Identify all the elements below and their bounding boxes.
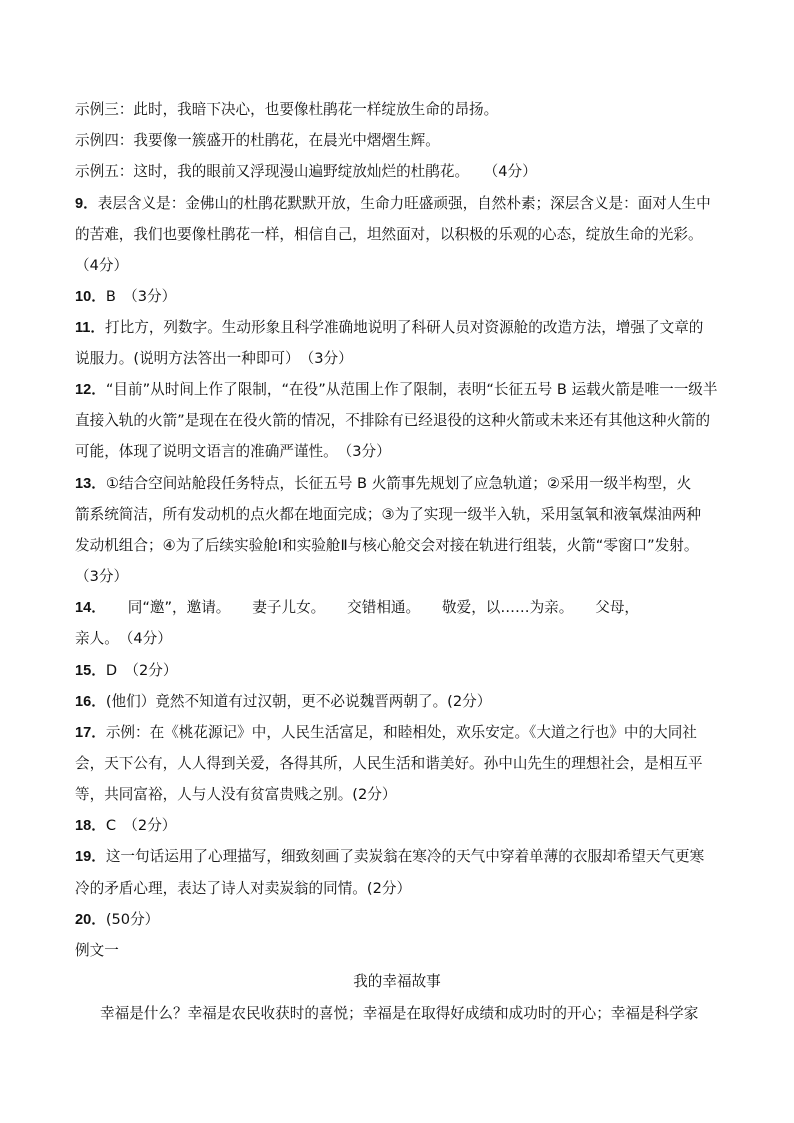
essay-first-line: 幸福是什么？幸福是农民收获时的喜悦；幸福是在取得好成绩和成功时的开心；幸福是科学家 — [100, 1005, 699, 1022]
text-line: 示例四：我要像一簇盛开的杜鹃花，在晨光中熠熠生辉。 — [75, 132, 440, 149]
text-line: 亲人。 （4分） — [75, 630, 172, 647]
text-line: 发动机组合；④为了后续实验舱Ⅰ和实验舱Ⅱ与核心舱交会对接在轨进行组装，火箭“零窗口”发射。 — [75, 537, 699, 554]
text-line: 的苦难，我们也要像杜鹃花一样，相信自己，坦然面对，以积极的乐观的心态，绽放生命的光彩。 — [75, 226, 703, 243]
answer-10: 10．B （3分） — [75, 288, 177, 305]
answer-19: 19．这一句话运用了心理描写，细致刻画了卖炭翁在寒冷的天气中穿着单薄的衣服却希望天气更寒 — [75, 848, 705, 865]
text-line: 会，天下公有，人人得到关爱，各得其所，人民生活和谐美好。孙中山先生的理想社会，是相互平 — [75, 755, 703, 772]
answer-18: 18．C （2分） — [75, 817, 177, 834]
answer-9: 9．表层含义是：金佛山的杜鹃花默默开放，生命力旺盛顽强，自然朴素；深层含义是：面对人生中 — [75, 195, 711, 212]
answer-13: 13．①结合空间站舱段任务特点，长征五号 B 火箭事先规划了应急轨道；②采用一级半构型，火 — [75, 475, 692, 492]
answer-17: 17．示例：在《桃花源记》中，人民生活富足，和睦相处，欢乐安定。《大道之行也》中的大同社 — [75, 724, 697, 741]
text-line: 说服力。(说明方法答出一种即可） （3分） — [75, 350, 353, 367]
text-line: 可能，体现了说明文语言的准确严谨性。 （3分） — [75, 443, 391, 460]
example-label: 例文一 — [75, 942, 119, 959]
essay-title: 我的幸福故事 — [353, 973, 441, 990]
text-line: 等，共同富裕，人与人没有贫富贵贱之别。(2分） — [75, 786, 397, 803]
answer-12: 12．“目前”从时间上作了限制，“在役”从范围上作了限制，表明“长征五号 B 运载火箭是唯一一级半 — [75, 381, 718, 398]
text-line: 示例五：这时，我的眼前又浮现漫山遍野绽放灿烂的杜鹃花。 （4分） — [75, 163, 537, 180]
answer-16: 16．(他们）竟然不知道有过汉朝，更不必说魏晋两朝了。(2分） — [75, 693, 492, 710]
text-line: （4分） — [75, 257, 129, 274]
text-line: 直接入轨的火箭”是现在在役火箭的情况，不排除有已经退役的这种火箭或未来还有其他这种火箭的 — [75, 412, 711, 429]
answer-15: 15．D （2分） — [75, 662, 178, 679]
text-line: （3分） — [75, 568, 129, 585]
answer-11: 11．打比方，列数字。生动形象且科学准确地说明了科研人员对资源舱的改造方法，增强了文章的 — [75, 319, 704, 336]
text-line: 冷的矛盾心理，表达了诗人对卖炭翁的同情。(2分） — [75, 880, 412, 897]
text-line: 箭系统简洁，所有发动机的点火都在地面完成；③为了实现一级半入轨，采用氢氧和液氧煤油两种 — [75, 506, 702, 523]
answer-14: 14． 同“邀”，邀请。 妻子儿女。 交错相通。 敬爱，以……为亲。 父母， — [75, 599, 640, 616]
answer-20: 20．(50分） — [75, 911, 160, 928]
text-line: 示例三：此时，我暗下决心，也要像杜鹃花一样绽放生命的昂扬。 — [75, 101, 499, 118]
